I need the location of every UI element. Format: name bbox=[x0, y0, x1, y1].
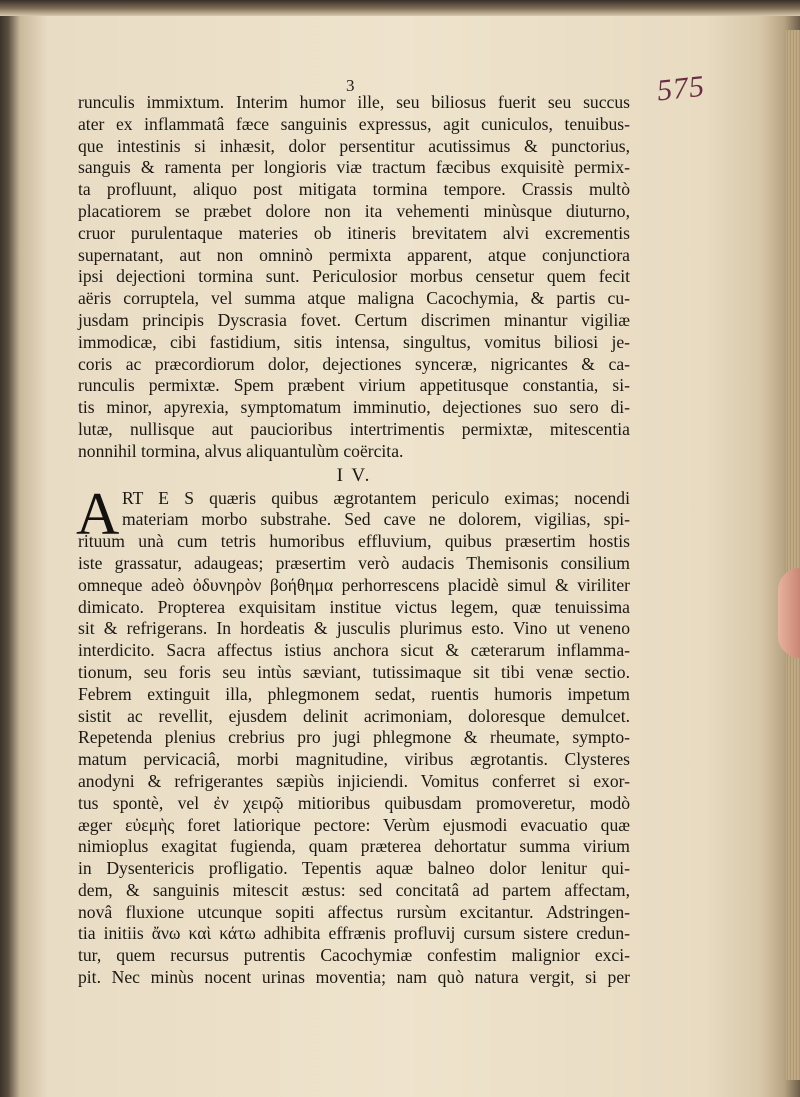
handwritten-folio-number: 575 bbox=[655, 69, 707, 108]
text-line: in Dysentericis profligatio. Tepentis aquæ balneo dolor lenitur qui- bbox=[78, 858, 630, 879]
page-stack-edge bbox=[786, 30, 800, 1080]
drop-cap-letter: A bbox=[76, 480, 120, 547]
text-line: lutæ, nullisque aut paucioribus intertrimentis permixtæ, mitescentia bbox=[78, 418, 630, 439]
text-line: nonnihil tormina, alvus aliquantulùm coërcita. bbox=[78, 440, 404, 461]
text-line: novâ fluxione utcunque sopiti affectus rursùm excitantur. Adstringen- bbox=[78, 901, 630, 922]
text-line: rituum unà cum tetris humoribus effluvium, quibus præsertim hostis bbox=[78, 531, 630, 552]
text-line: æger εὐεμὴς foret latiorique pectore: Verùm ejusmodi evacuatio quæ bbox=[78, 814, 630, 835]
text-line: matum pervicaciâ, morbi magnitudine, viribus ægrotantis. Clysteres bbox=[78, 749, 630, 770]
text-line: dimicato. Propterea exquisitam institue victus legem, quæ tenuissima bbox=[78, 596, 630, 617]
text-line: interdicito. Sacra affectus istius anchora sicut & cæterarum inflamma- bbox=[78, 640, 630, 661]
text-line: runculis permixtæ. Spem præbent virium appetitusque constantia, si- bbox=[78, 375, 630, 396]
text-line: dem, & sanguinis mitescit æstus: sed concitatâ ad partem affectam, bbox=[78, 879, 630, 900]
text-line: iste grassatur, adaugeas; præsertim verò audacis Themisonis consilium bbox=[78, 552, 630, 573]
text-line: tus spontè, vel ἐν χειρῷ mitioribus quibusdam promoveretur, modò bbox=[78, 792, 630, 813]
text-line: tia initiis ἄνω καὶ κάτω adhibita effrænis profluvij cursum sistere credun- bbox=[78, 923, 630, 944]
text-line: tionum, seu foris seu intùs sæviant, tutissimaque sit tibi venæ sectio. bbox=[78, 661, 630, 682]
text-line: placatiorem se præbet dolore non ita vehementi minùsque diuturno, bbox=[78, 200, 630, 221]
paragraph-2-body bbox=[78, 531, 630, 989]
page-number: 3 bbox=[346, 76, 355, 95]
text-line: tis minor, apyrexia, symptomatum imminutio, dejectiones suo sero di- bbox=[78, 397, 630, 418]
paragraph-2 bbox=[76, 480, 630, 989]
text-line: sit & refrigerans. In hordeatis & jusculis plurimus esto. Vino ut veneno bbox=[78, 618, 630, 639]
text-line: Febrem extinguit illa, phlegmonem sedat, ruentis humoris impetum bbox=[78, 683, 630, 704]
text-line: runculis immixtum. Interim humor ille, seu biliosus fuerit seu succus bbox=[78, 92, 630, 112]
text-line: materiam morbo substrahe. Sed cave ne dolorem, vigilias, spi- bbox=[122, 509, 630, 530]
text-line: Repetenda plenius crebrius pro jugi phlegmone & rheumate, sympto- bbox=[78, 727, 630, 748]
text-line: nimioplus exagitat fugienda, quam præterea dehortatur summa virium bbox=[78, 836, 630, 857]
text-line: supernatant, aut non omninò permixta apparent, atque conjunctiora bbox=[78, 244, 630, 265]
text-line: aëris corruptela, vel summa atque maligna Cacochymia, & partis cu- bbox=[78, 288, 630, 309]
text-line: jusdam principis Dyscrasia fovet. Certum discrimen minantur vigiliæ bbox=[78, 309, 630, 330]
text-line: pit. Nec minùs nocent urinas moventia; nam quò natura vergit, si per bbox=[78, 967, 630, 988]
text-line: anodyni & refrigerantes sæpiùs injiciendi. Vomitus conferret si exor- bbox=[78, 770, 630, 791]
text-line: immodicæ, cibi fastidium, sitis intensa, singultus, vomitus biliosi je- bbox=[78, 331, 630, 352]
paragraph-1 bbox=[78, 92, 630, 463]
text-line: RT E S quæris quibus ægrotantem periculo eximas; nocendi bbox=[122, 487, 630, 508]
paragraph-2-opening bbox=[78, 488, 630, 532]
text-line: coris ac præcordiorum dolor, dejectiones synceræ, nigricantes & ca- bbox=[78, 353, 630, 374]
finger-holding-page bbox=[778, 568, 800, 658]
text-line: que intestinis si inhæsit, dolor persentitur acutissimus & punctorius, bbox=[78, 135, 630, 156]
text-line: sanguis & ramenta per longioris viæ tractum fæcibus exquisitè permix- bbox=[78, 157, 630, 178]
text-line: omneque adeò ὀδυνηρὸν βοήθημα perhorrescens placidè simul & viriliter bbox=[78, 574, 630, 595]
text-line: cruor purulentaque materies ob itineris brevitatem alvi excrementis bbox=[78, 222, 630, 243]
section-heading: I V. bbox=[336, 464, 372, 486]
text-line: ta profluunt, aliquo post mitigata tormina tempore. Crassis multò bbox=[78, 179, 630, 200]
text-block bbox=[78, 92, 630, 989]
text-line: ipsi dejectioni tormina sunt. Periculosior morbus censetur quem fecit bbox=[78, 266, 630, 287]
page-top-edge bbox=[0, 0, 800, 16]
text-line: sistit ac revellit, ejusdem delinit acrimoniam, doloresque demulcet. bbox=[78, 705, 630, 726]
text-line: tur, quem recursus putrentis Cacochymiæ confestim malignior exci- bbox=[78, 945, 630, 966]
text-line: ater ex inflammatâ fæce sanguinis expressus, agit cuniculos, tenuibus- bbox=[78, 113, 630, 134]
